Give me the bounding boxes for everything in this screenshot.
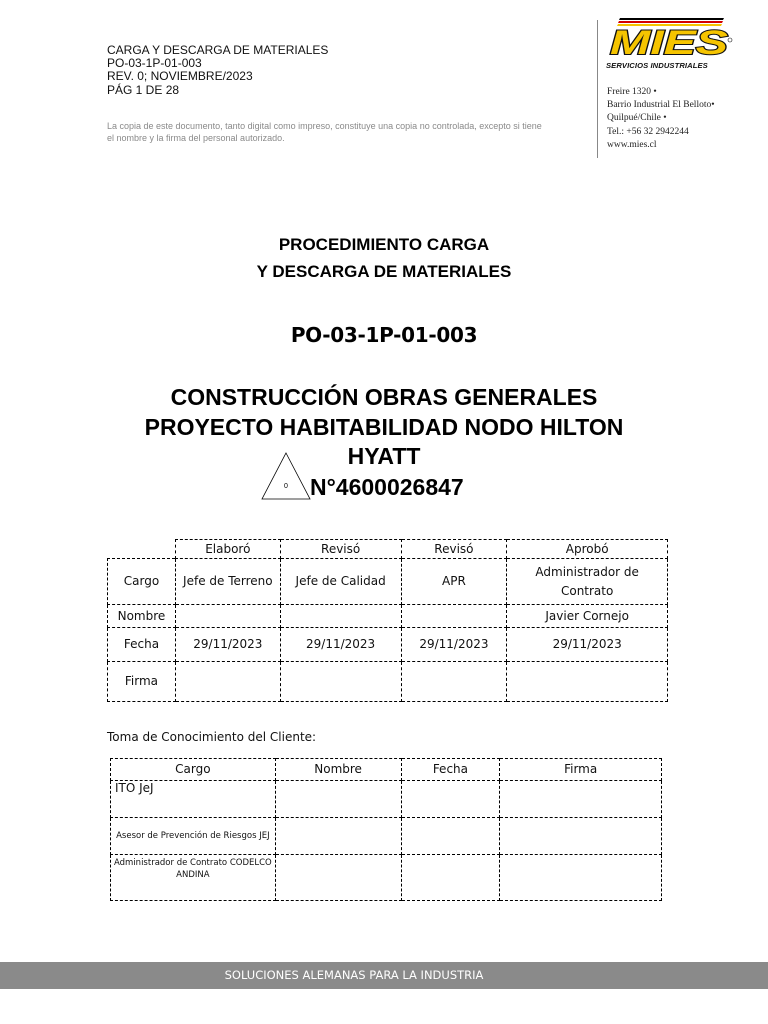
header-doc-title: CARGA Y DESCARGA DE MATERIALES [107,43,329,57]
signature-cell [401,662,507,702]
row-label: Fecha [108,628,176,662]
table-cell [401,818,500,855]
table-cell: Administrador de Contrato [507,559,668,605]
project-title-line-3: HYATT [347,443,421,469]
revision-mark: 0 [284,483,288,490]
mies-logo [606,16,734,58]
header-revision: REV. 0; NOVIEMBRE/2023 [107,69,253,84]
client-cargo-cell: Administrador de Contrato CODELCO ANDINA [111,855,276,901]
table-cell [401,605,507,628]
table-cell [275,818,401,855]
procedure-title-line-2: Y DESCARGA DE MATERIALES [256,262,512,281]
column-header: Firma [500,759,662,781]
signature-cell [280,662,401,702]
table-row [111,855,662,901]
table-row [111,818,662,855]
table-row [108,628,668,662]
address-line: Quilpué/Chile • [607,113,667,124]
table-cell: 29/11/2023 [401,628,507,662]
table-header-row [111,759,662,781]
client-cargo-cell: Asesor de Prevención de Riesgos JEJ [111,818,276,855]
row-label: Cargo [108,559,176,605]
footer-slogan: SOLUCIONES ALEMANAS PARA LA INDUSTRIA [224,968,484,982]
address-line: Barrio Industrial El Belloto• [607,100,715,111]
signature-cell [500,818,662,855]
column-header: Cargo [111,759,276,781]
table-cell: 29/11/2023 [175,628,280,662]
table-cell [175,605,280,628]
table-cell: 29/11/2023 [280,628,401,662]
address-line: www.mies.cl [607,139,657,150]
signature-cell [507,662,668,702]
logo-subtitle: SERVICIOS INDUSTRIALES [606,61,708,70]
row-label: Nombre [108,605,176,628]
column-header: Revisó [401,540,507,559]
column-header: Elaboró [175,540,280,559]
column-header: Revisó [280,540,401,559]
document-header-info [107,44,328,97]
table-cell [275,855,401,901]
table-row [108,662,668,702]
table-cell: 29/11/2023 [507,628,668,662]
column-header: Nombre [275,759,401,781]
table-header-row [108,540,668,559]
table-cell [401,781,500,818]
signature-cell [500,781,662,818]
row-label: Firma [108,662,176,702]
table-cell [275,781,401,818]
address-line: Tel.: +56 32 2942244 [607,126,689,137]
address-line: Freire 1320 • [607,87,657,97]
company-address [607,86,715,152]
project-title-line-2: PROYECTO HABITABILIDAD NODO HILTON [144,414,624,440]
table-cell: Jefe de Terreno [175,559,280,605]
table-row [111,781,662,818]
table-row [108,605,668,628]
table-cell [280,605,401,628]
header-page-number: PÁG 1 DE 28 [107,82,180,97]
project-title-line-1: CONSTRUCCIÓN OBRAS GENERALES [170,384,598,410]
procedure-title-line-1: PROCEDIMIENTO CARGA [278,235,490,254]
header-divider [597,20,598,158]
table-row [108,559,668,605]
revision-triangle-icon [260,451,312,501]
client-acknowledgement-label: Toma de Conocimiento del Cliente: [107,730,317,744]
table-cell: APR [401,559,507,605]
procedure-code: PO-03-1P-01-003 [290,323,478,347]
table-cell: Jefe de Calidad [280,559,401,605]
logo-wordmark: MIES [610,24,729,58]
column-header: Aprobó [507,540,668,559]
signature-cell [175,662,280,702]
client-cargo-cell: ITO JeJ [111,781,276,818]
table-cell [401,855,500,901]
signature-cell [500,855,662,901]
header-doc-code: PO-03-1P-01-003 [107,56,202,71]
column-header: Fecha [401,759,500,781]
client-acknowledgement-table [110,758,662,901]
approvals-table [107,539,668,702]
table-cell: Javier Cornejo [507,605,668,628]
uncontrolled-copy-note: La copia de este documento, tanto digital como impreso, constituye una copia no controlada, excepto si tiene el nombre y la firma del personal autorizado. [107,121,542,143]
contract-number: N°4600026847 [310,474,464,500]
